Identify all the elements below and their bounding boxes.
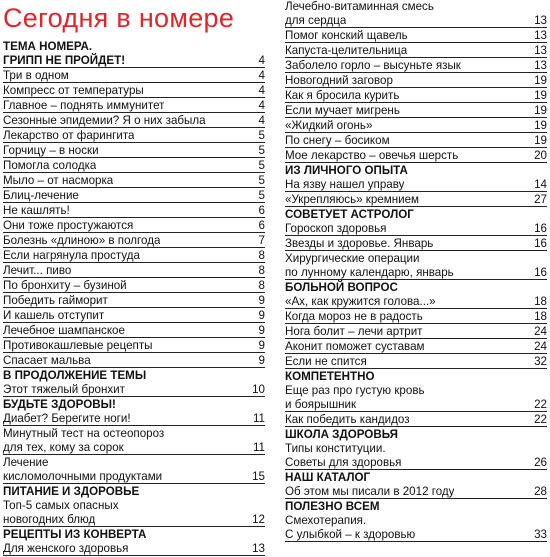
toc-entry (3, 84, 265, 98)
section-heading: ИЗ ЛИЧНОГО ОПЫТА (285, 164, 408, 177)
section-heading: БОЛЬНОЙ ВОПРОС (285, 281, 398, 294)
page-number: 6 (258, 204, 265, 217)
toc-entry-title: Если мучает мигрень (285, 104, 400, 117)
toc-entry-title: Победить гайморит (3, 294, 108, 307)
toc-right-column (285, 0, 547, 543)
toc-entry (285, 178, 547, 192)
toc-entry-line: Еще раз про густую кровь (285, 384, 425, 397)
page-number: 24 (534, 340, 547, 353)
page-number: 16 (534, 222, 547, 235)
toc-entry-title: Лекарство от фарингита (3, 129, 135, 142)
page-number: 4 (258, 84, 265, 97)
page-number: 16 (534, 266, 547, 279)
toc-entry-title: И кашель отступит (3, 309, 105, 322)
page-number: 20 (534, 149, 547, 162)
toc-entry-title: Диабет? Берегите ноги! (3, 412, 131, 425)
toc-entry (3, 470, 265, 484)
toc-entry-title: Советы для здоровья (285, 456, 402, 469)
toc-entry-title: Если нагрянула простуда (3, 249, 140, 262)
toc-entry (3, 324, 265, 338)
toc-entry-title: Не кашлять! (3, 204, 70, 217)
toc-list-right (285, 0, 547, 542)
toc-entry (285, 266, 547, 280)
toc-entry-title: Мыло – от насморка (3, 174, 114, 187)
toc-entry (3, 144, 265, 158)
toc-entry (3, 114, 265, 128)
page-number: 16 (534, 237, 547, 250)
page-number: 13 (252, 542, 265, 555)
toc-entry-title: Горчицу – в носки (3, 144, 99, 157)
page-number: 19 (534, 89, 547, 102)
page-number: 33 (534, 528, 547, 541)
page-number: 22 (534, 413, 547, 426)
toc-entry-title: Главное – поднять иммунитет (3, 99, 165, 112)
section-heading: ПИТАНИЕ И ЗДОРОВЬЕ (3, 485, 140, 498)
toc-entry (3, 249, 265, 263)
toc-entry-line: Лечебно-витаминная смесь (285, 0, 434, 13)
toc-entry-title: Помог конский щавель (285, 29, 408, 42)
page-number: 5 (258, 174, 265, 187)
page-number: 14 (534, 178, 547, 191)
section-heading: ТЕМА НОМЕРА. (3, 40, 93, 53)
page-title: Сегодня в номере (3, 3, 235, 33)
toc-entry (285, 89, 547, 103)
page-number: 9 (258, 339, 265, 352)
toc-entry (285, 193, 547, 207)
page-number: 7 (258, 234, 265, 247)
page-number: 27 (534, 193, 547, 206)
toc-entry (285, 528, 547, 542)
toc-entry (3, 264, 265, 278)
page-number: 5 (258, 129, 265, 142)
toc-entry-title: и боярышник (285, 398, 357, 411)
toc-entry-title: Компресс от температуры (3, 84, 144, 97)
toc-entry (3, 339, 265, 353)
toc-entry (285, 222, 547, 236)
toc-entry (285, 413, 547, 427)
toc-entry-title: Мое лекарство – овечья шерсть (285, 149, 459, 162)
page-number: 5 (258, 144, 265, 157)
page-number: 10 (252, 383, 265, 396)
toc-entry-title: для тех, кому за сорок (3, 441, 124, 454)
toc-entry (285, 14, 547, 28)
toc-entry-title: для сердца (285, 14, 347, 27)
toc-entry-title: Блиц-лечение (3, 189, 79, 202)
toc-entry-title: Нога болит – лечи артрит (285, 325, 423, 338)
section-heading: РЕЦЕПТЫ ИЗ КОНВЕРТА (3, 528, 147, 541)
page-number: 8 (258, 279, 265, 292)
toc-entry-line: Хирургические операции (285, 252, 420, 265)
toc-entry-title: Болезнь «длиною» в полгода (3, 234, 161, 247)
page-number: 15 (252, 470, 265, 483)
page-number: 8 (258, 249, 265, 262)
page-number: 13 (534, 59, 547, 72)
toc-entry (3, 174, 265, 188)
page-number: 22 (534, 398, 547, 411)
toc-entry-title: «Укрепляюсь» кремнием (285, 193, 420, 206)
toc-entry (285, 325, 547, 339)
page-number: 5 (258, 189, 265, 202)
toc-entry-line: Топ-5 самых опасных (3, 499, 119, 512)
toc-entry (285, 119, 547, 133)
toc-entry-title: Заболело горло – высуньте язык (285, 59, 461, 72)
page-number: 5 (258, 159, 265, 172)
section-heading: ШКОЛА ЗДОРОВЬЯ (285, 428, 398, 441)
page-number: 32 (534, 355, 547, 368)
toc-entry-title: Об этом мы писали в 2012 году (285, 485, 455, 498)
page-number: 24 (534, 325, 547, 338)
toc-entry (285, 104, 547, 118)
toc-entry-title: Как победить кандидоз (285, 413, 410, 426)
toc-entry-title: Капуста-целительница (285, 44, 408, 57)
toc-entry (285, 29, 547, 43)
toc-entry-title: Противокашлевые рецепты (3, 339, 153, 352)
page-number: 9 (258, 309, 265, 322)
toc-entry-title: Помогла солодка (3, 159, 97, 172)
toc-entry (285, 134, 547, 148)
section-heading: НАШ КАТАЛОГ (285, 471, 371, 484)
section-heading: БУДЬТЕ ЗДОРОВЫ! (3, 398, 116, 411)
toc-entry-title: Если не спится (285, 355, 367, 368)
page-number: 28 (534, 485, 547, 498)
page-number: 13 (534, 44, 547, 57)
toc-entry (3, 441, 265, 455)
page-number: 4 (258, 69, 265, 82)
page-number: 13 (534, 14, 547, 27)
toc-entry (3, 412, 265, 426)
toc-entry-title: Сезонные эпидемии? Я о них забыла (3, 114, 206, 127)
section-heading: КОМПЕТЕНТНО (285, 370, 375, 383)
toc-entry-title: По снегу – босиком (285, 134, 390, 147)
toc-entry (285, 295, 547, 309)
toc-entry (3, 99, 265, 113)
toc-entry-title: Лечебное шампанское (3, 324, 125, 337)
page-number: 19 (534, 74, 547, 87)
toc-entry (3, 279, 265, 293)
toc-list-left (3, 40, 265, 556)
toc-entry (3, 383, 265, 397)
page-number: 12 (252, 513, 265, 526)
toc-entry-title: Этот тяжелый бронхит (3, 383, 125, 396)
toc-entry (285, 237, 547, 251)
section-heading (3, 54, 265, 68)
toc-entry (3, 513, 265, 527)
toc-entry-line: Типы конституции. (285, 442, 386, 455)
toc-entry-title: Спасает мальва (3, 354, 91, 367)
toc-entry (285, 44, 547, 58)
toc-entry (3, 189, 265, 203)
toc-entry-title: Они тоже простужаются (3, 219, 134, 232)
page-number: 26 (534, 456, 547, 469)
toc-entry (3, 294, 265, 308)
toc-entry (285, 310, 547, 324)
page-number: 11 (252, 412, 265, 425)
toc-entry-line: Смехотерапия. (285, 514, 367, 527)
toc-entry (3, 542, 265, 556)
page-number: 19 (534, 134, 547, 147)
toc-entry (285, 340, 547, 354)
section-heading: ПОЛЕЗНО ВСЕМ (285, 500, 380, 513)
toc-entry (285, 485, 547, 499)
toc-entry (3, 234, 265, 248)
toc-entry (285, 398, 547, 412)
toc-entry-title: Когда мороз не в радость (285, 310, 423, 323)
toc-entry-title: кисломолочными продуктами (3, 470, 163, 483)
toc-entry-title: Для женского здоровья (3, 542, 129, 555)
toc-entry (285, 74, 547, 88)
page-number: 4 (258, 99, 265, 112)
page-number: 18 (534, 310, 547, 323)
page-number: 6 (258, 219, 265, 232)
page-number: 11 (252, 441, 265, 454)
toc-entry-title: по лунному календарю, январь (285, 266, 454, 279)
page-number: 9 (258, 324, 265, 337)
toc-entry-line: Лечение (3, 456, 49, 469)
section-heading: СОВЕТУЕТ АСТРОЛОГ (285, 208, 414, 221)
toc-entry-title: новогодних блюд (3, 513, 96, 526)
toc-entry (3, 69, 265, 83)
toc-entry-title: С улыбкой – к здоровью (285, 528, 416, 541)
page-number: 4 (258, 114, 265, 127)
toc-entry (285, 456, 547, 470)
toc-entry-title: Гороскоп здоровья (285, 222, 387, 235)
page-number: 8 (258, 264, 265, 277)
toc-entry (3, 309, 265, 323)
toc-entry-title: Лечит... пиво (3, 264, 72, 277)
toc-entry-title: Новогодний заговор (285, 74, 393, 87)
toc-entry-title: Звезды и здоровье. Январь (285, 237, 434, 250)
toc-entry-title: Три в одном (3, 69, 69, 82)
toc-entry (285, 59, 547, 73)
page-number: 18 (534, 295, 547, 308)
page-number: 9 (258, 354, 265, 367)
toc-entry (3, 129, 265, 143)
toc-entry-title: Аконит поможет суставам (285, 340, 425, 353)
toc-entry (285, 149, 547, 163)
page-number: 19 (534, 104, 547, 117)
toc-entry (3, 159, 265, 173)
page-number: 19 (534, 119, 547, 132)
toc-entry-title: На язву нашел управу (285, 178, 405, 191)
toc-entry-title: По бронхиту – бузиной (3, 279, 127, 292)
toc-entry-title: «Ах, как кружится голова...» (285, 295, 436, 308)
toc-entry-title: Как я бросила курить (285, 89, 400, 102)
toc-left-column (3, 0, 265, 557)
section-heading-text: ГРИПП НЕ ПРОЙДЕТ! (3, 54, 126, 67)
page-number: 13 (534, 29, 547, 42)
toc-entry-title: «Жидкий огонь» (285, 119, 373, 132)
toc-entry (3, 204, 265, 218)
page-number: 4 (258, 54, 265, 67)
toc-entry (3, 219, 265, 233)
page-number: 9 (258, 294, 265, 307)
toc-entry (3, 354, 265, 368)
section-heading: В ПРОДОЛЖЕНИЕ ТЕМЫ (3, 369, 147, 382)
toc-entry-line: Минутный тест на остеопороз (3, 427, 165, 440)
toc-entry (285, 355, 547, 369)
